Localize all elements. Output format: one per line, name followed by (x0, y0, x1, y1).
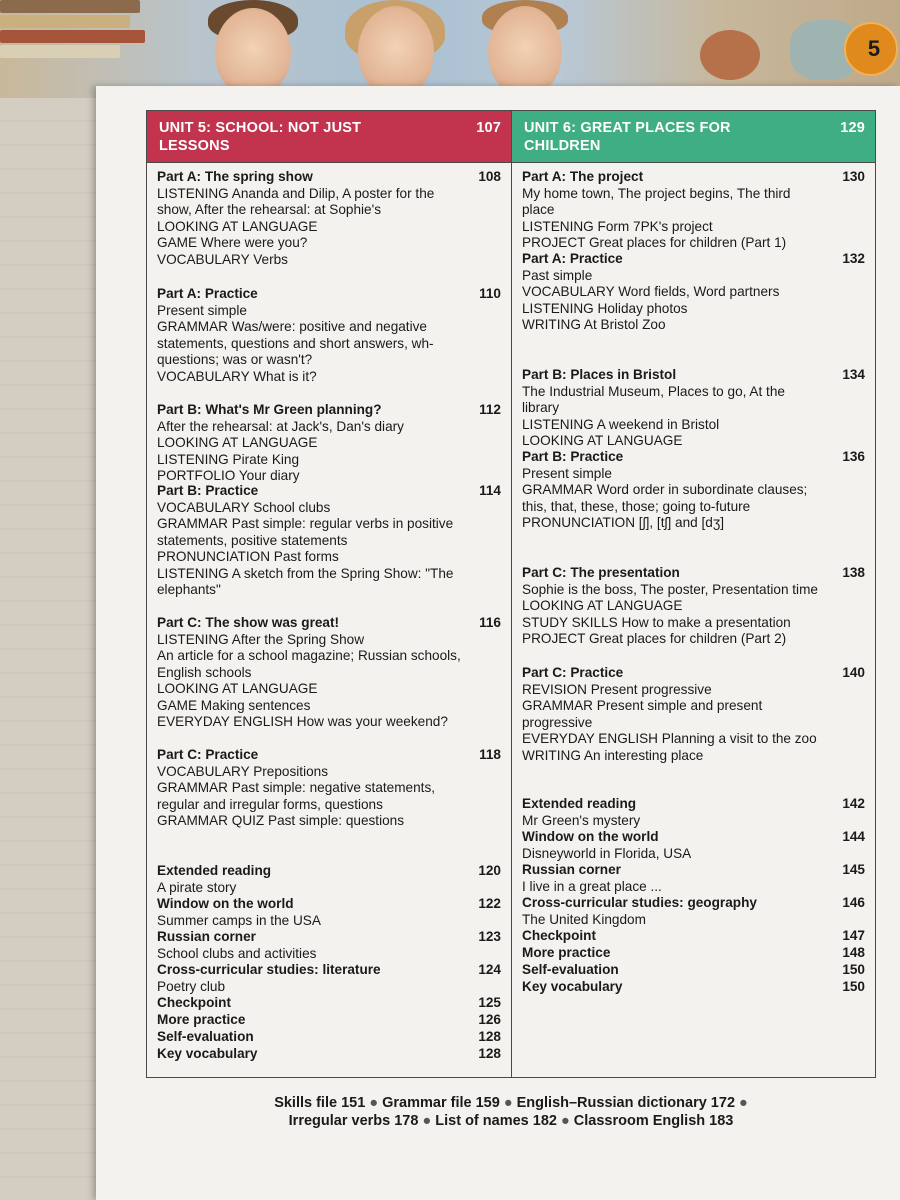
entry-page-number: 138 (842, 565, 865, 580)
entry-heading: Window on the world (157, 896, 294, 911)
entry-heading: Part C: The presentation (522, 565, 680, 580)
contents-entry (522, 169, 865, 252)
entry-line: LISTENING A weekend in Bristol (522, 416, 720, 432)
entry-line: PORTFOLIO Your diary (157, 468, 300, 483)
entry-line: Sophie is the boss, The poster, Presentation time (522, 581, 818, 597)
entry-heading: Part B: Places in Bristol (522, 367, 677, 382)
entry-line: PRONUNCIATION Past forms (157, 549, 339, 564)
entry-line: WRITING An interesting place (522, 747, 704, 763)
bullet-icon: ● (369, 1095, 383, 1111)
contents-entry (157, 995, 501, 1012)
entry-heading: More practice (522, 945, 611, 960)
entry-line: LISTENING Ananda and Dilip, A poster for the show, After the rehearsal: at Sophie's (157, 185, 435, 217)
contents-entry (157, 402, 501, 485)
entry-line: Present simple (157, 302, 247, 318)
entry-line: Poetry club (157, 978, 226, 994)
entry-page-number: 125 (478, 995, 501, 1010)
entry-line: I live in a great place ... (522, 878, 662, 894)
entry-line: LISTENING Form 7PK's project (522, 218, 713, 234)
entry-page-number: 142 (842, 796, 865, 811)
entry-line: The United Kingdom (522, 911, 646, 927)
entry-heading: Part C: Practice (522, 665, 624, 680)
entry-line: My home town, The project begins, The third place (522, 185, 791, 217)
entry-page-number: 132 (842, 251, 865, 266)
unit-6-column (512, 111, 875, 1077)
entry-page-number: 108 (478, 169, 501, 184)
entry-line: GRAMMAR Was/were: positive and negative statements, questions and short answers, wh-questions; was or wasn't? (157, 319, 434, 367)
entry-line: LISTENING Pirate King (157, 451, 300, 467)
entry-line: Summer camps in the USA (157, 912, 321, 928)
appendix-line-2 (146, 1112, 876, 1130)
entry-heading: Extended reading (522, 796, 637, 811)
unit-title: UNIT 6: GREAT PLACES FOR CHILDREN (524, 120, 731, 154)
entry-line: VOCABULARY What is it? (157, 368, 317, 384)
contents-entry (522, 796, 865, 829)
entry-line: After the rehearsal: at Jack's, Dan's diary (157, 418, 404, 434)
appendix-item: Skills file 151 (274, 1095, 366, 1111)
entry-line: PROJECT Great places for children (Part 1) (522, 235, 787, 250)
contents-entry (522, 367, 865, 450)
entry-page-number: 145 (842, 862, 865, 877)
entry-heading: Key vocabulary (522, 979, 623, 994)
entry-heading: Part B: What's Mr Green planning? (157, 402, 382, 417)
contents-entry (157, 896, 501, 929)
entry-line: REVISION Present progressive (522, 681, 712, 697)
entry-line: A pirate story (157, 879, 237, 895)
contents-entry (522, 665, 865, 764)
entry-line: EVERYDAY ENGLISH Planning a visit to the zoo (522, 731, 817, 746)
contents-entry (157, 863, 501, 896)
entry-page-number: 122 (478, 896, 501, 911)
entry-heading: Checkpoint (522, 928, 597, 943)
entry-line: LISTENING Holiday photos (522, 300, 688, 316)
contents-entry (157, 1046, 501, 1063)
unit-page: 129 (840, 120, 865, 136)
entry-line: VOCABULARY School clubs (157, 499, 331, 515)
entry-line: Disneyworld in Florida, USA (522, 845, 692, 861)
entry-heading: Russian corner (522, 862, 621, 877)
entry-page-number: 140 (842, 665, 865, 680)
page-number: 5 (844, 22, 898, 76)
contents-entry (157, 1012, 501, 1029)
entry-line: LOOKING AT LANGUAGE (522, 598, 683, 613)
unit-6-header (512, 111, 875, 163)
entry-line: WRITING At Bristol Zoo (522, 317, 666, 332)
entry-heading: Self-evaluation (157, 1029, 254, 1044)
child-face-boy-1 (215, 8, 291, 98)
appendix-item: List of names 182 (435, 1113, 557, 1129)
appendix-item: Irregular verbs 178 (288, 1113, 419, 1129)
entry-page-number: 144 (842, 829, 865, 844)
entry-line: PROJECT Great places for children (Part 2) (522, 631, 787, 646)
entry-heading: Part C: The show was great! (157, 615, 340, 630)
entry-page-number: 126 (478, 1012, 501, 1027)
entry-line: VOCABULARY Prepositions (157, 763, 329, 779)
contents-entry (157, 929, 501, 962)
contents-entry (522, 928, 865, 945)
entry-line: GRAMMAR Past simple: regular verbs in positive statements, positive statements (157, 516, 454, 548)
entry-line: LISTENING A sketch from the Spring Show: "The elephants" (157, 565, 454, 597)
contents-entry (522, 862, 865, 895)
entry-page-number: 128 (478, 1029, 501, 1044)
entry-line: GRAMMAR QUIZ Past simple: questions (157, 813, 405, 828)
contents-entry (522, 895, 865, 928)
bullet-icon: ● (503, 1095, 517, 1111)
entry-line: VOCABULARY Word fields, Word partners (522, 284, 780, 299)
entry-page-number: 146 (842, 895, 865, 910)
appendix-line-1 (146, 1094, 876, 1112)
appendix-item: Classroom English 183 (573, 1113, 734, 1129)
entry-page-number: 112 (479, 402, 501, 417)
entry-line: Present simple (522, 465, 612, 481)
entry-line: An article for a school magazine; Russian schools, English schools (157, 648, 461, 680)
photo-banner (0, 0, 900, 98)
entry-page-number: 114 (479, 483, 501, 498)
entry-page-number: 110 (479, 286, 501, 301)
entry-line: LOOKING AT LANGUAGE (522, 433, 683, 448)
entry-heading: Cross-curricular studies: geography (522, 895, 757, 910)
entry-heading: More practice (157, 1012, 246, 1027)
entry-heading: Part A: Practice (157, 286, 258, 301)
entry-page-number: 150 (842, 979, 865, 994)
entry-page-number: 147 (842, 928, 865, 943)
contents-entry (157, 286, 501, 385)
entry-page-number: 124 (478, 962, 501, 977)
unit-page: 107 (476, 120, 501, 136)
contents-entry (522, 449, 865, 532)
pottery-image (700, 30, 760, 80)
appendix-item: Grammar file 159 (382, 1095, 500, 1111)
entry-heading: Key vocabulary (157, 1046, 258, 1061)
contents-entry (522, 979, 865, 996)
entry-heading: Extended reading (157, 863, 272, 878)
contents-entry (522, 829, 865, 862)
entry-line: VOCABULARY Verbs (157, 251, 288, 267)
entry-page-number: 130 (842, 169, 865, 184)
bullet-icon: ● (739, 1095, 748, 1111)
entry-line: PRONUNCIATION [ʃ], [tʃ] and [dʒ] (522, 515, 725, 530)
appendix-list (146, 1094, 876, 1130)
entry-heading: Part C: Practice (157, 747, 259, 762)
contents-entry (157, 747, 501, 830)
entry-heading: Self-evaluation (522, 962, 619, 977)
entry-line: School clubs and activities (157, 945, 317, 961)
entry-line: GRAMMAR Past simple: negative statements, regular and irregular forms, questions (157, 780, 436, 812)
unit-5-column (147, 111, 512, 1077)
bullet-icon: ● (422, 1113, 436, 1129)
entry-heading: Russian corner (157, 929, 256, 944)
entry-line: EVERYDAY ENGLISH How was your weekend? (157, 714, 448, 729)
entry-line: Mr Green's mystery (522, 812, 641, 828)
entry-page-number: 136 (842, 449, 865, 464)
entry-heading: Part A: The spring show (157, 169, 313, 184)
contents-entry (157, 1029, 501, 1046)
entry-heading: Part A: Practice (522, 251, 623, 266)
appendix-item: English–Russian dictionary 172 (516, 1095, 736, 1111)
entry-page-number: 118 (479, 747, 501, 762)
entry-heading: Cross-curricular studies: literature (157, 962, 381, 977)
unit-title: UNIT 5: SCHOOL: NOT JUST LESSONS (159, 120, 362, 154)
child-face-girl (358, 6, 434, 98)
entry-line: LOOKING AT LANGUAGE (157, 435, 318, 450)
entry-heading: Window on the world (522, 829, 659, 844)
contents-table (146, 110, 876, 1078)
entry-heading: Checkpoint (157, 995, 232, 1010)
entry-line: STUDY SKILLS How to make a presentation (522, 614, 791, 630)
entry-line: GRAMMAR Word order in subordinate clauses; this, that, these, those; going to-future (522, 482, 808, 514)
entry-line: LOOKING AT LANGUAGE (157, 218, 318, 234)
entry-page-number: 134 (842, 367, 865, 382)
contents-entry (522, 962, 865, 979)
contents-entry (522, 251, 865, 334)
entry-line: GAME Making sentences (157, 697, 311, 713)
contents-entry (522, 565, 865, 648)
entry-page-number: 120 (478, 863, 501, 878)
entry-heading: Part A: The project (522, 169, 644, 184)
entry-line: LOOKING AT LANGUAGE (157, 681, 318, 696)
child-face-boy-2 (488, 6, 562, 98)
books-image (0, 0, 150, 70)
unit-5-header (147, 111, 511, 163)
entry-page-number: 148 (842, 945, 865, 960)
entry-page-number: 123 (478, 929, 501, 944)
entry-line: LISTENING After the Spring Show (157, 631, 365, 647)
contents-entry (157, 169, 501, 268)
entry-line: GAME Where were you? (157, 235, 308, 250)
contents-entry (157, 615, 501, 731)
entry-line: Past simple (522, 267, 593, 283)
contents-entry (522, 945, 865, 962)
bullet-icon: ● (560, 1113, 574, 1129)
entry-heading: Part B: Practice (157, 483, 259, 498)
entry-page-number: 150 (842, 962, 865, 977)
contents-entry (157, 483, 501, 599)
contents-entry (157, 962, 501, 995)
entry-page-number: 116 (479, 615, 501, 630)
entry-page-number: 128 (478, 1046, 501, 1061)
entry-line: The Industrial Museum, Places to go, At the library (522, 383, 785, 415)
entry-line: GRAMMAR Present simple and present progressive (522, 698, 763, 730)
entry-heading: Part B: Practice (522, 449, 624, 464)
